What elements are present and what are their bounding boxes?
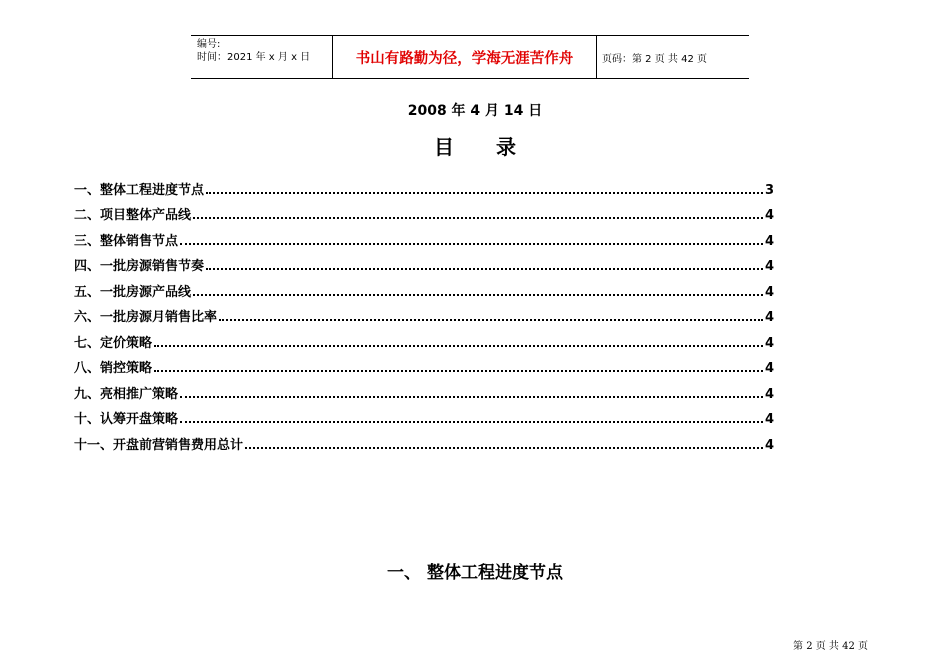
toc-entry-page: 4: [764, 284, 774, 300]
toc-leader: [193, 294, 763, 296]
toc-entry[interactable]: [74, 274, 774, 300]
toc-entry-label: 一、整体工程进度节点: [74, 182, 205, 198]
toc-entry-label: 五、一批房源产品线: [74, 284, 192, 300]
toc-entry-label: 二、项目整体产品线: [74, 208, 192, 223]
toc-entry-page: 4: [764, 386, 774, 402]
toc-entry-page: 3: [764, 182, 774, 198]
table-of-contents: [74, 172, 774, 453]
toc-leader: [154, 345, 763, 347]
toc-entry-label: 七、定价策略: [74, 335, 153, 351]
toc-leader: [180, 243, 763, 245]
toc-entry[interactable]: [74, 223, 774, 249]
toc-entry-label: 六、一批房源月销售比率: [74, 310, 218, 325]
header-motto: 书山有路勤为径，学海无涯苦作舟: [333, 36, 597, 78]
toc-entry[interactable]: [74, 249, 774, 275]
toc-entry-label: 十一、开盘前营销售费用总计: [74, 437, 244, 453]
toc-entry-page: 4: [764, 310, 774, 325]
toc-entry-label: 八、销控策略: [74, 361, 153, 376]
toc-entry-page: 4: [764, 335, 774, 351]
toc-leader: [193, 217, 763, 219]
toc-leader: [219, 319, 763, 321]
section-heading: 一、 整体工程进度节点: [387, 563, 563, 583]
toc-entry[interactable]: [74, 172, 774, 198]
toc-entry-page: 4: [764, 259, 774, 274]
toc-leader: [245, 447, 763, 449]
document-date: 2008 年 4 月 14 日: [407, 103, 543, 119]
toc-leader: [206, 268, 763, 270]
toc-entry[interactable]: [74, 351, 774, 377]
toc-entry-label: 十、认筹开盘策略: [74, 412, 179, 427]
toc-entry-label: 九、亮相推广策略: [74, 386, 179, 402]
toc-title: 目录: [434, 135, 558, 159]
footer-page-number: 第 2 页 共 42 页: [793, 641, 868, 652]
toc-entry-label: 三、整体销售节点: [74, 233, 179, 249]
toc-entry-page: 4: [764, 361, 774, 376]
toc-entry-page: 4: [764, 437, 774, 453]
toc-entry[interactable]: [74, 376, 774, 402]
toc-entry-page: 4: [764, 208, 774, 223]
toc-leader: [180, 421, 763, 423]
document-number-label: 编号:: [197, 39, 221, 50]
header-meta: [191, 36, 333, 78]
page-header: [191, 35, 749, 79]
header-page-code: 页码：第 2 页 共 42 页: [602, 53, 707, 65]
toc-entry[interactable]: [74, 198, 774, 224]
toc-leader: [206, 192, 763, 194]
toc-entry[interactable]: [74, 427, 774, 453]
toc-entry-page: 4: [764, 412, 774, 427]
toc-entry[interactable]: [74, 402, 774, 428]
toc-entry-page: 4: [764, 233, 774, 249]
toc-leader: [180, 396, 763, 398]
toc-entry[interactable]: [74, 325, 774, 351]
toc-entry-label: 四、一批房源销售节奏: [74, 259, 205, 274]
toc-entry[interactable]: [74, 300, 774, 326]
toc-leader: [154, 370, 763, 372]
document-time-label: 时间：2021 年 x 月 x 日: [197, 52, 311, 63]
